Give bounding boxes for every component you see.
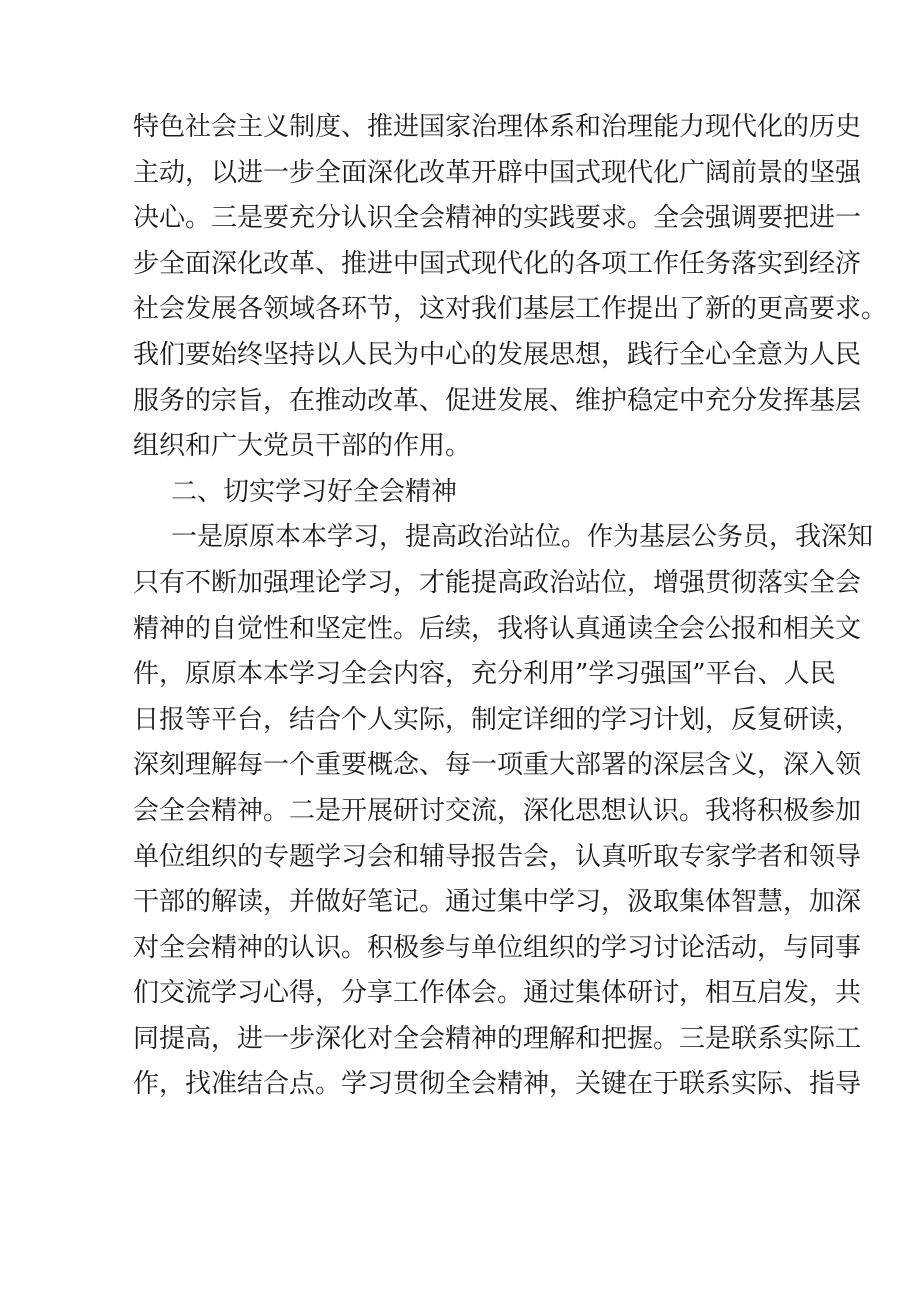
document-body bbox=[133, 105, 888, 1108]
paragraph-continuation bbox=[133, 105, 888, 470]
text-line: 特色社会主义制度、推进国家治理体系和治理能力现代化的历史 bbox=[133, 112, 862, 142]
text-line: 精神的自觉性和坚定性。后续，我将认真通读全会公报和相关文 bbox=[133, 613, 862, 644]
text-line: 件，原原本本学习全会内容，充分利用”学习强国”平台、人民 bbox=[133, 659, 836, 690]
text-line: 作，找准结合点。学习贯彻全会精神，关键在于联系实际、指导 bbox=[133, 1069, 862, 1100]
text-line: 会全会精神。二是开展研讨交流，深化思想认识。我将积极参加 bbox=[133, 795, 862, 826]
text-line: 对全会精神的认识。积极参与单位组织的学习讨论活动，与同事 bbox=[133, 932, 862, 963]
text-line: 同提高，进一步深化对全会精神的理解和把握。三是联系实际工 bbox=[133, 1023, 862, 1054]
text-line: 单位组织的专题学习会和辅导报告会，认真听取专家学者和领导 bbox=[133, 841, 862, 872]
text-line: 我们要始终坚持以人民为中心的发展思想，践行全心全意为人民 bbox=[133, 339, 862, 370]
text-line: 主动，以进一步全面深化改革开辟中国式现代化广阔前景的坚强 bbox=[133, 157, 862, 188]
text-line: 服务的宗旨，在推动改革、促进发展、维护稳定中充分发挥基层 bbox=[133, 385, 862, 416]
text-line: 一是原原本本学习，提高政治站位。作为基层公务员，我深知 bbox=[171, 522, 874, 553]
text-line: 组织和广大党员干部的作用。 bbox=[133, 431, 472, 462]
text-line: 日报等平台，结合个人实际，制定详细的学习计划，反复研读， bbox=[133, 704, 862, 735]
text-line: 决心。三是要充分认识全会精神的实践要求。全会强调要把进一 bbox=[133, 203, 862, 234]
text-line: 社会发展各领域各环节，这对我们基层工作提出了新的更高要求。 bbox=[133, 294, 888, 325]
text-line: 深刻理解每一个重要概念、每一项重大部署的深层含义，深入领 bbox=[133, 750, 862, 781]
text-line: 步全面深化改革、推进中国式现代化的各项工作任务落实到经济 bbox=[133, 248, 862, 279]
text-line: 们交流学习心得，分享工作体会。通过集体研讨，相互启发，共 bbox=[133, 978, 862, 1009]
text-line: 干部的解读，并做好笔记。通过集中学习，汲取集体智慧，加深 bbox=[133, 887, 862, 918]
paragraph-study bbox=[133, 515, 874, 1108]
section-heading: 二、切实学习好全会精神 bbox=[171, 476, 458, 507]
text-line: 只有不断加强理论学习，才能提高政治站位，增强贯彻落实全会 bbox=[133, 567, 862, 598]
